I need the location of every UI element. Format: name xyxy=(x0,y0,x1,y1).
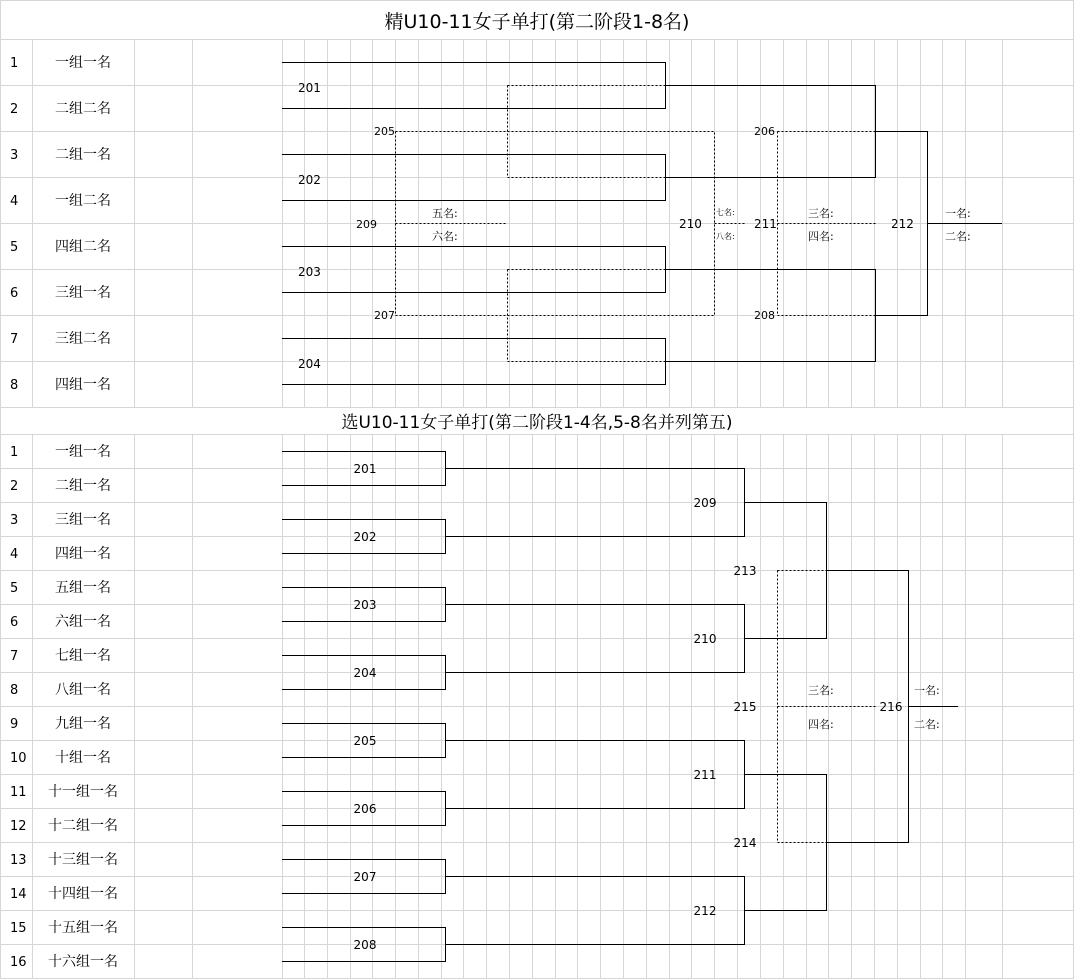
s2-seed-label: 三组一名 xyxy=(55,512,111,528)
s1-seed-label: 二组二名 xyxy=(55,101,111,117)
s1-match-211: 211 xyxy=(754,217,777,231)
s2-seed-number: 7 xyxy=(10,649,19,664)
s2-seed-label: 十二组一名 xyxy=(48,818,118,834)
s1-match-208: 208 xyxy=(754,309,775,322)
s1-seed-label: 三组二名 xyxy=(55,331,111,347)
s1-seed-number: 8 xyxy=(10,378,19,393)
s1-match-201: 201 xyxy=(298,81,321,95)
s2-match-208: 208 xyxy=(353,938,377,952)
s2-seed-number: 6 xyxy=(10,615,19,630)
s1-match-210: 210 xyxy=(679,217,702,231)
s1-seed-number: 2 xyxy=(10,102,19,117)
s1-seed-number: 4 xyxy=(10,194,19,209)
s2-seed-label: 十五组一名 xyxy=(48,920,118,936)
s2-match-211: 211 xyxy=(693,768,717,782)
s1-match-202: 202 xyxy=(298,173,321,187)
s1-match-205: 205 xyxy=(374,125,395,138)
s2-seed-number: 10 xyxy=(10,751,27,766)
s1-first-place: 一名: xyxy=(945,207,971,220)
s1-third-place: 三名: xyxy=(808,207,834,220)
s1-seed-number: 6 xyxy=(10,286,19,301)
s1-match-209: 209 xyxy=(356,218,377,231)
bracket-lines xyxy=(282,63,1002,962)
s2-match-206: 206 xyxy=(353,802,377,816)
s2-third-place: 三名: xyxy=(808,684,834,697)
s2-seed-label: 二组一名 xyxy=(55,478,111,494)
s2-seed-label: 五组一名 xyxy=(55,580,111,596)
s1-seed-number: 3 xyxy=(10,148,19,163)
s2-match-213: 213 xyxy=(733,564,757,578)
s2-seed-number: 11 xyxy=(10,785,27,800)
s2-seed-number: 4 xyxy=(10,547,19,562)
s2-seed-label: 十组一名 xyxy=(55,750,111,766)
s2-seed-label: 六组一名 xyxy=(55,614,111,630)
s2-seed-label: 十四组一名 xyxy=(48,886,118,902)
s1-seed-label: 一组二名 xyxy=(55,193,111,209)
s2-match-210: 210 xyxy=(693,632,717,646)
s2-seed-number: 3 xyxy=(10,513,19,528)
s1-seed-label: 三组一名 xyxy=(55,285,111,301)
s1-match-204: 204 xyxy=(298,357,321,371)
s2-fourth-place: 四名: xyxy=(808,718,834,731)
s2-match-209: 209 xyxy=(693,496,717,510)
s2-seed-label: 四组一名 xyxy=(55,546,111,562)
s1-sixth-place: 六名: xyxy=(432,230,458,243)
s2-match-216: 216 xyxy=(879,700,903,714)
s1-fifth-place: 五名: xyxy=(432,207,458,220)
s2-seed-label: 一组一名 xyxy=(55,444,111,460)
s2-seed-label: 八组一名 xyxy=(55,682,111,698)
section2-title: 选U10-11女子单打(第二阶段1-4名,5-8名并列第五) xyxy=(341,413,733,433)
s2-match-205: 205 xyxy=(353,734,377,748)
s2-seed-number: 1 xyxy=(10,445,19,460)
s2-match-215: 215 xyxy=(733,700,757,714)
s1-seed-number: 1 xyxy=(10,56,19,71)
s1-seed-label: 四组二名 xyxy=(55,239,111,255)
s2-match-214: 214 xyxy=(733,836,757,850)
s2-seed-number: 9 xyxy=(10,717,19,732)
s2-seed-label: 十六组一名 xyxy=(48,954,118,970)
s2-seed-label: 十一组一名 xyxy=(48,784,118,800)
s2-match-207: 207 xyxy=(353,870,377,884)
s1-eighth-place: 八名: xyxy=(716,232,735,241)
s1-seed-label: 二组一名 xyxy=(55,147,111,163)
s2-seed-number: 5 xyxy=(10,581,19,596)
s2-match-203: 203 xyxy=(353,598,377,612)
s2-seed-number: 15 xyxy=(10,921,27,936)
s2-seed-label: 十三组一名 xyxy=(48,852,118,868)
s2-seed-label: 七组一名 xyxy=(55,648,111,664)
s1-match-207: 207 xyxy=(374,309,395,322)
s2-seed-number: 14 xyxy=(10,887,27,902)
s2-seed-number: 16 xyxy=(10,955,27,970)
s1-seed-number: 7 xyxy=(10,332,19,347)
s1-match-203: 203 xyxy=(298,265,321,279)
s1-second-place: 二名: xyxy=(945,230,971,243)
s1-match-212: 212 xyxy=(891,217,914,231)
s1-seed-label: 一组一名 xyxy=(55,55,111,71)
section1-title: 精U10-11女子单打(第二阶段1-8名) xyxy=(384,11,690,33)
s1-seventh-place: 七名: xyxy=(716,208,735,217)
s2-seed-number: 2 xyxy=(10,479,19,494)
s2-first-place: 一名: xyxy=(914,684,940,697)
s2-second-place: 二名: xyxy=(914,718,940,731)
s2-seed-label: 九组一名 xyxy=(55,716,111,732)
s2-match-201: 201 xyxy=(353,462,377,476)
s2-match-204: 204 xyxy=(353,666,377,680)
s2-seed-number: 8 xyxy=(10,683,19,698)
s2-seed-number: 12 xyxy=(10,819,27,834)
s1-seed-number: 5 xyxy=(10,240,19,255)
s1-seed-label: 四组一名 xyxy=(55,377,111,393)
s1-match-206: 206 xyxy=(754,125,775,138)
s2-match-212: 212 xyxy=(693,904,717,918)
s2-seed-number: 13 xyxy=(10,853,27,868)
section1-match-labels xyxy=(298,81,914,371)
section2-place-labels xyxy=(808,684,940,731)
s1-fourth-place: 四名: xyxy=(808,230,834,243)
s2-match-202: 202 xyxy=(353,530,377,544)
